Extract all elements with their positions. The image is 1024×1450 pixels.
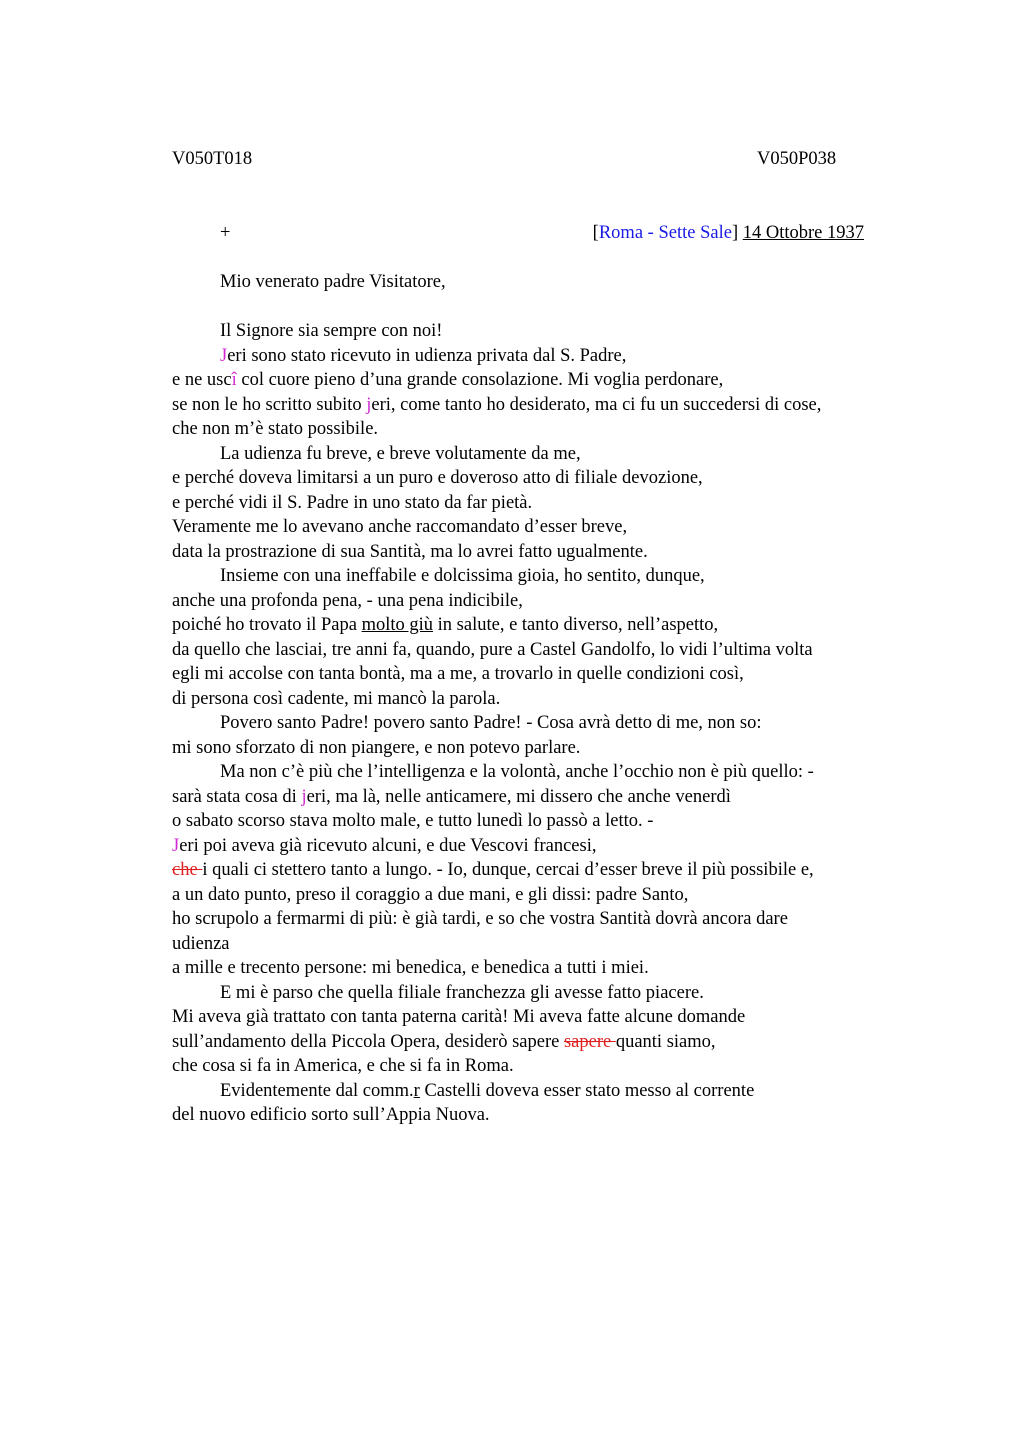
text-line: anche una profonda pena, - una pena indicibile,: [172, 590, 523, 611]
bracket-close: ]: [731, 223, 743, 243]
text-line: del nuovo edificio sorto sull’Appia Nuova.: [172, 1105, 490, 1125]
text-line: egli mi accolse con tanta bontà, ma a me, a trovarlo in quelle condizioni così,: [172, 664, 744, 684]
text-line: data la prostrazione di sua Santità, ma lo avrei fatto ugualmente.: [172, 541, 648, 562]
text-run: poiché ho trovato il Papa: [172, 615, 362, 635]
text-line: Povero santo Padre! povero santo Padre! - Cosa avrà detto di me, non so:: [220, 713, 762, 733]
text-line: Insieme con una ineffabile e dolcissima gioia, ho sentito, dunque,: [220, 566, 705, 586]
corrected-letter: j: [301, 786, 307, 807]
place-roma: Roma: [598, 223, 644, 243]
text-line: Il Signore sia sempre con noi!: [220, 321, 443, 341]
text-run: in salute, e tanto diverso, nell’aspetto,: [433, 615, 719, 635]
text-line: Ma non c’è più che l’intelligenza e la volontà, anche l’occhio non è più quello: -: [220, 762, 814, 782]
corrected-letter: j: [366, 394, 372, 415]
text-line: udienza: [172, 933, 230, 954]
place-separator: -: [643, 223, 659, 243]
text-line: a un dato punto, preso il coraggio a due mani, e gli dissi: padre Santo,: [172, 884, 689, 905]
underlined-text: molto giù: [361, 615, 434, 635]
initial-letter: J: [172, 835, 180, 856]
text-line: [172, 1079, 912, 1104]
underlined-text: r: [413, 1080, 420, 1101]
text-line: ho scrupolo a fermarmi di più: è già tardi, e so che vostra Santità dovrà ancora dare: [172, 909, 788, 929]
text-run: eri sono stato ricevuto in udienza privata dal S. Padre,: [227, 345, 627, 366]
text-line: che cosa si fa in America, e che si fa in Roma.: [172, 1056, 514, 1076]
text-run: quanti siamo,: [615, 1031, 716, 1052]
text-run: sull’andamento della Piccola Opera, desiderò sapere: [172, 1031, 564, 1052]
letter-date: 14 Ottobre 1937: [742, 223, 864, 243]
text-line: di persona così cadente, mi mancò la parola.: [172, 688, 501, 709]
text-line: [172, 785, 912, 810]
text-line: [172, 613, 912, 638]
place-sette-sale: Sette Sale: [658, 223, 732, 243]
text-line: [172, 1030, 912, 1055]
text-line: [172, 393, 912, 418]
text-line: [172, 858, 912, 883]
cross-symbol: +: [220, 223, 231, 243]
text-line: e perché vidi il S. Padre in uno stato da far pietà.: [172, 492, 533, 513]
corrected-letter: î: [231, 370, 237, 390]
place-and-date: [593, 222, 864, 244]
text-run: eri poi aveva già ricevuto alcuni, e due Vescovi francesi,: [179, 835, 597, 856]
document-code-right: V050P038: [757, 149, 837, 169]
text-line: Mi aveva già trattato con tanta paterna carità! Mi aveva fatte alcune domande: [172, 1007, 746, 1027]
text-line: La udienza fu breve, e breve volutamente da me,: [220, 443, 581, 464]
text-run: Evidentemente dal comm.: [220, 1080, 414, 1101]
text-line: mi sono sforzato di non piangere, e non potevo parlare.: [172, 737, 581, 758]
bracket-open: [: [592, 223, 599, 243]
text-run: i quali ci stettero tanto a lungo. - Io, dunque, cercai d’esser breve il più possibile e,: [202, 860, 814, 880]
deleted-text: che: [172, 860, 203, 880]
text-line: Veramente me lo avevano anche raccomandato d’esser breve,: [172, 517, 628, 537]
text-run: eri, ma là, nelle anticamere, mi dissero che anche venerdì: [306, 786, 731, 807]
salutation: Mio venerato padre Visitatore,: [220, 272, 446, 292]
deleted-text: sapere: [563, 1031, 616, 1052]
initial-letter: J: [220, 345, 228, 366]
document-code-left: V050T018: [172, 149, 253, 169]
text-run: sarà stata cosa di: [172, 786, 302, 807]
text-line: [172, 368, 912, 393]
text-line: da quello che lasciai, tre anni fa, quando, pure a Castel Gandolfo, lo vidi l’ultima volta: [172, 639, 813, 660]
text-run: Castelli doveva esser stato messo al corrente: [419, 1080, 755, 1101]
text-run: e ne usc: [172, 370, 232, 390]
text-run: col cuore pieno d’una grande consolazione. Mi voglia perdonare,: [236, 370, 724, 390]
text-run: se non le ho scritto subito: [172, 394, 367, 415]
text-line: [172, 344, 912, 369]
text-line: E mi è parso che quella filiale franchezza gli avesse fatto piacere.: [220, 982, 704, 1003]
text-line: che non m’è stato possibile.: [172, 419, 379, 439]
text-run: eri, come tanto ho desiderato, ma ci fu un succedersi di cose,: [371, 394, 822, 415]
text-line: a mille e trecento persone: mi benedica, e benedica a tutti i miei.: [172, 958, 649, 978]
text-line: [172, 834, 912, 859]
text-line: e perché doveva limitarsi a un puro e doveroso atto di filiale devozione,: [172, 468, 703, 488]
text-line: o sabato scorso stava molto male, e tutto lunedì lo passò a letto. -: [172, 811, 654, 831]
letter-body: [172, 319, 912, 1128]
